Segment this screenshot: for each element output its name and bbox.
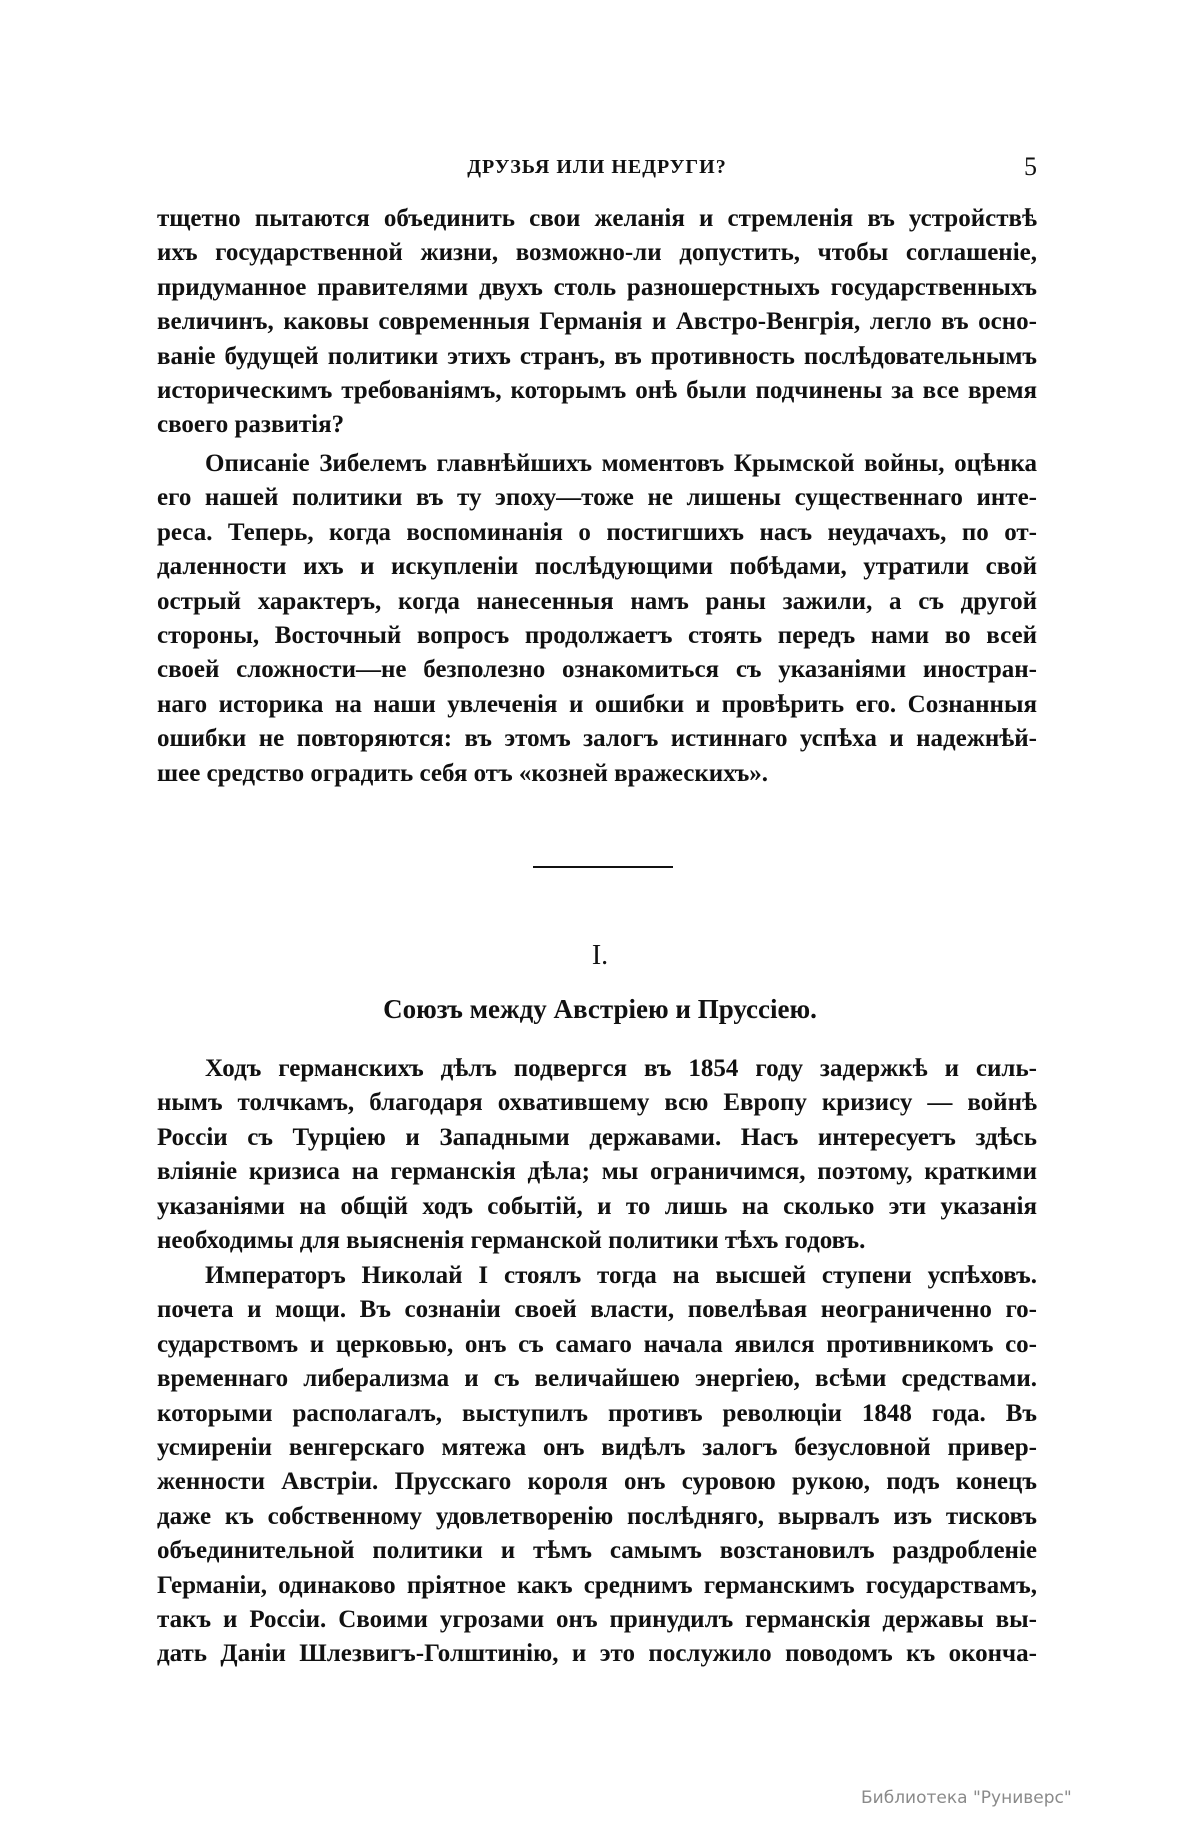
page-number: 5 — [1024, 152, 1037, 181]
text-line: почета и мощи. Въ сознаніи своей власти, повелѣвая неограниченно го- — [157, 1296, 1037, 1324]
text-line: Императоръ Николай I стоялъ тогда на высшей ступени успѣховъ. — [205, 1262, 1037, 1289]
text-line: нымъ толчкамъ, благодаря охватившему всю Европу кризису — войнѣ — [157, 1089, 1037, 1117]
running-head — [157, 152, 1037, 186]
text-line: такъ и Россіи. Своими угрозами онъ принудилъ германскія державы вы- — [157, 1605, 1037, 1633]
text-line: женности Австріи. Прусскаго короля онъ суровою рукою, подъ конецъ — [157, 1468, 1037, 1496]
text-line: даленности ихъ и искупленіи послѣдующими побѣдами, утратили свой — [157, 553, 1037, 581]
text-line: своей сложности—не безполезно ознакомиться съ указаніями иностран- — [157, 656, 1037, 684]
text-line: ихъ государственной жизни, возможно-ли допустить, чтобы соглашеніе, — [157, 239, 1037, 267]
text-line: наго историка на наши увлеченія и ошибки и провѣрить его. Сознанныя — [157, 690, 1037, 718]
section-divider — [533, 866, 673, 868]
text-line: Германіи, одинаково пріятное какъ среднимъ германскимъ государствамъ, — [157, 1571, 1037, 1599]
text-line: тщетно пытаются объединить свои желанія и стремленія въ устройствѣ — [157, 205, 1037, 232]
text-line: историческимъ требованіямъ, которымъ онѣ были подчинены за все время — [157, 376, 1037, 404]
library-watermark: Библиотека "Руниверс" — [861, 1788, 1072, 1808]
text-line: даже къ собственному удовлетворенію послѣдняго, вырвалъ изъ тисковъ — [157, 1502, 1037, 1530]
text-line: Россіи съ Турціею и Западными державами. Насъ интересуетъ здѣсь — [157, 1123, 1037, 1151]
text-line: которыми располагалъ, выступилъ противъ революціи 1848 года. Въ — [157, 1399, 1037, 1427]
text-line: временнаго либерализма и съ величайшею энергіею, всѣми средствами. — [157, 1365, 1037, 1393]
paragraph — [157, 1259, 1037, 1672]
text-line: объединительной политики и тѣмъ самымъ возстановилъ раздробленіе — [157, 1537, 1037, 1565]
text-line: острый характеръ, когда нанесенныя намъ раны зажили, а съ другой — [157, 587, 1037, 615]
text-line: ошибки не повторяются: въ этомъ залогъ истиннаго успѣха и надежнѣй- — [157, 725, 1037, 753]
section-title: Союзъ между Австріею и Пруссіею. — [383, 994, 817, 1024]
text-line: реса. Теперь, когда воспоминанія о постигшихъ насъ неудачахъ, по от- — [157, 518, 1037, 546]
section-number: I. — [591, 940, 609, 971]
paragraph — [157, 1052, 1037, 1258]
text-line: дать Даніи Шлезвигъ-Голштинію, и это послужило поводомъ къ оконча- — [157, 1640, 1037, 1668]
text-line: придуманное правителями двухъ столь разношерстныхъ государственныхъ — [157, 273, 1037, 301]
text-line: своего развитія? — [157, 411, 345, 439]
text-line: сударствомъ и церковью, онъ съ самаго начала явился противникомъ со- — [157, 1330, 1037, 1358]
text-line: его нашей политики въ ту эпоху—тоже не лишены существеннаго инте- — [157, 484, 1037, 512]
paragraph — [157, 447, 1037, 791]
text-line: величинъ, каковы современныя Германія и Австро-Венгрія, легло въ осно- — [157, 308, 1037, 336]
text-line: вліяніе кризиса на германскія дѣла; мы ограничимся, поэтому, краткими — [157, 1158, 1037, 1186]
text-line: Ходъ германскихъ дѣлъ подвергся въ 1854 году задержкѣ и силь- — [205, 1055, 1037, 1082]
text-line: стороны, Восточный вопросъ продолжаетъ стоять передъ нами во всей — [157, 621, 1037, 649]
text-line: Описаніе Зибелемъ главнѣйшихъ моментовъ Крымской войны, оцѣнка — [205, 450, 1037, 477]
paragraph — [157, 202, 1037, 443]
running-title: ДРУЗЬЯ ИЛИ НЕДРУГИ? — [467, 156, 727, 178]
text-line: ваніе будущей политики этихъ странъ, въ противность послѣдовательнымъ — [157, 342, 1037, 370]
text-line: усмиреніи венгерскаго мятежа онъ видѣлъ залогъ безусловной привер- — [157, 1433, 1037, 1461]
text-line: необходимы для выясненія германской политики тѣхъ годовъ. — [157, 1226, 866, 1254]
text-line: указаніями на общій ходъ событій, и то лишь на сколько эти указанія — [157, 1192, 1037, 1220]
text-line: шее средство оградить себя отъ «козней вражескихъ». — [157, 759, 769, 787]
